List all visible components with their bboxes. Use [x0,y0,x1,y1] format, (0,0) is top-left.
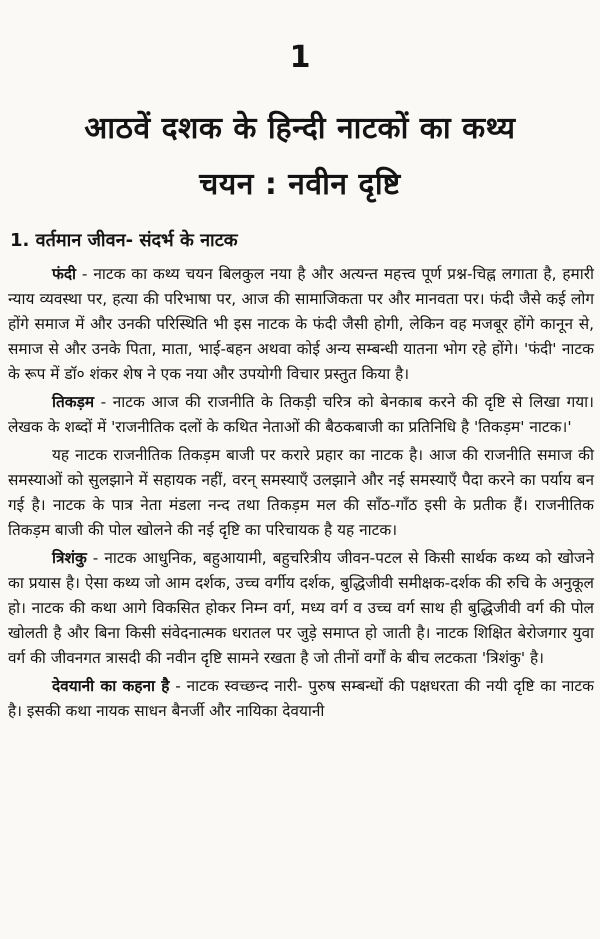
paragraph-tikdam [8,390,594,440]
paragraph-text: - नाटक स्वच्छन्द नारी- पुरुष सम्बन्धों की पक्षधरता की नयी दृष्टि का नाटक है। इसकी कथा नायक साधन बैनर्जी और नायिका देवयानी [8,677,594,720]
paragraph-trishanku [8,546,594,671]
paragraph-tikdam-continued [8,443,594,543]
body-text [8,262,594,727]
paragraph-term: फंदी [52,265,77,283]
chapter-title-line-2: चयन : नवीन दृष्टि [199,167,401,202]
paragraph-text: - नाटक का कथ्य चयन बिलकुल नया है और अत्यन्त महत्त्व पूर्ण प्रश्न-चिह्न लगाता है, हमारी न्याय व्यवस्था पर, हत्या की परिभाषा पर, आज की सामाजिकता पर और मानवता पर। फंदी जैसे कई लोग होंगे समाज में और उनकी परिस्थिति भी इस नाटक के फंदी जैसी होगी, लेकिन वह मजबूर होंगे कानून से, समाज से और उनके पिता, माता, भाई-बहन अथवा कोई अन्य सम्बन्धी यातना भोग रहे होंगे। 'फंदी' नाटक के रूप में डॉ० शंकर शेष ने एक नया और उपयोगी विचार प्रस्तुत किया है। [8,265,594,383]
paragraph-devyani [8,674,594,724]
chapter-title-line-1: आठवें दशक के हिन्दी नाटकों का कथ्य [84,111,516,146]
chapter-number: 1 [289,40,311,75]
paragraph-text: यह नाटक राजनीतिक तिकड़म बाजी पर करारे प्रहार का नाटक है। आज की राजनीति समाज की समस्याओं को सुलझाने में सहायक नहीं, वरन् समस्याएँ उलझाने और नई समस्याएँ पैदा करने का पर्याय बन गई है। नाटक के पात्र नेता मंडला नन्द तथा तिकड़म मल की साँठ-गाँठ इसी के प्रतीक हैं। राजनीतिक तिकड़म बाजी की पोल खोलने की नई दृष्टि का परिचायक है यह नाटक। [8,446,594,539]
paragraph-term: तिकड़म [52,393,95,411]
section-heading: 1. वर्तमान जीवन- संदर्भ के नाटक [10,230,238,251]
paragraph-text: - नाटक आधुनिक, बहुआयामी, बहुचरित्रीय जीवन-पटल से किसी सार्थक कथ्य को खोजने का प्रयास है। ऐसा कथ्य जो आम दर्शक, उच्च वर्गीय दर्शक, बुद्धिजीवी समीक्षक-दर्शक की रुचि के अनुकूल हो। नाटक की कथा आगे विकसित होकर निम्न वर्ग, मध्य वर्ग व उच्च वर्ग साथ ही बुद्धिजीवी वर्ग की पोल खोलती है और बिना किसी संवेदनात्मक धरातल पर जुड़े समाप्त हो जाती है। नाटक शिक्षित बेरोजगार युवा वर्ग की जीवनगत त्रासदी की नवीन दृष्टि सामने रखता है जो तीनों वर्गों के बीच लटकता 'त्रिशंकु' है। [8,549,594,667]
paragraph-fandi [8,262,594,387]
paragraph-term: देवयानी का कहना है [52,677,170,695]
paragraph-term: त्रिशंकु [52,549,87,567]
paragraph-text: - नाटक आज की राजनीति के तिकड़ी चरित्र को बेनकाब करने की दृष्टि से लिखा गया। लेखक के शब्दों में 'राजनीतिक दलों के कथित नेताओं की बैठकबाजी का प्रतिनिधि है 'तिकड़म' नाटक।' [8,393,594,436]
